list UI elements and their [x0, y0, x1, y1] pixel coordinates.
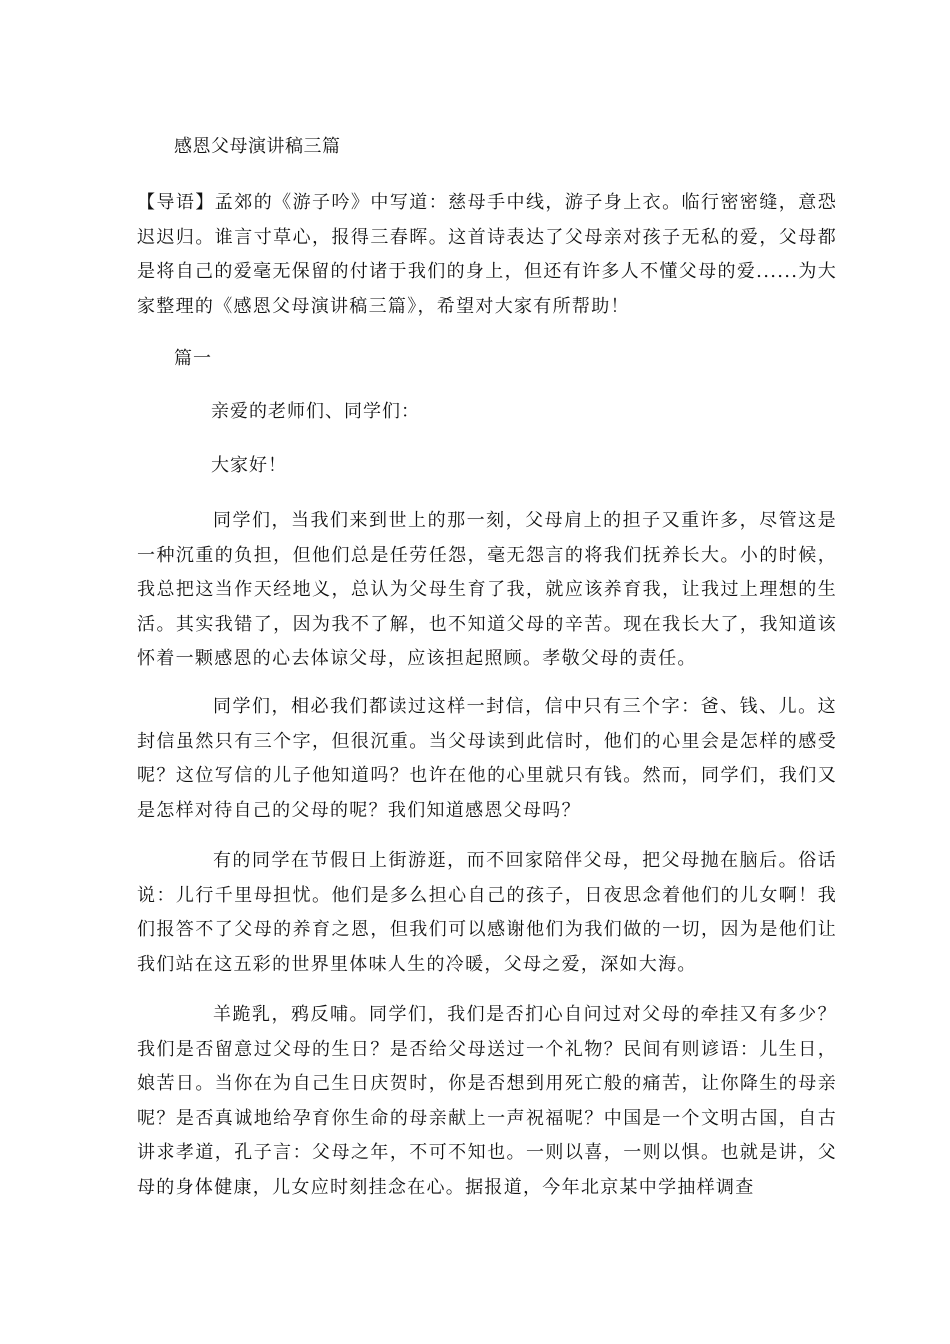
greeting: 大家好！ — [211, 455, 287, 476]
body-paragraph-3: 有的同学在节假日上街游逛，而不回家陪伴父母，把父母抛在脑后。俗话说：儿行千里母担忧。他们是多么担心自己的孩子，日夜思念着他们的儿女啊！我们报答不了父母的养育之恩，但我们可以感谢他们为我们做的一切，因为是他们让我们站在这五彩的世界里体味人生的冷暖，父母之爱，深如大海。 — [137, 850, 837, 975]
document-title: 感恩父母演讲稿三篇 — [174, 136, 341, 157]
body-paragraph-2: 同学们，相必我们都读过这样一封信，信中只有三个字：爸、钱、儿。这封信虽然只有三个字，但很沉重。当父母读到此信时，他们的心里会是怎样的感受呢？这位写信的儿子他知道吗？也许在他的心里就只有钱。然而，同学们，我们又是怎样对待自己的父母的呢？我们知道感恩父母吗？ — [137, 696, 837, 821]
section-heading: 篇一 — [174, 348, 212, 369]
intro-paragraph: 【导语】孟郊的《游子吟》中写道：慈母手中线，游子身上衣。临行密密缝，意恐迟迟归。谁言寸草心，报得三春晖。这首诗表达了父母亲对孩子无私的爱，父母都是将自己的爱毫无保留的付诸于我们的身上，但还有许多人不懂父母的爱......为大家整理的《感恩父母演讲稿三篇》，希望对大家有所帮助！ — [137, 192, 837, 317]
body-paragraph-1: 同学们，当我们来到世上的那一刻，父母肩上的担子又重许多，尽管这是一种沉重的负担，但他们总是任劳任怨，毫无怨言的将我们抚养长大。小的时候，我总把这当作天经地义，总认为父母生育了我，就应该养育我，让我过上理想的生活。其实我错了，因为我不了解，也不知道父母的辛苦。现在我长大了，我知道该怀着一颗感恩的心去体谅父母，应该担起照顾。孝敬父母的责任。 — [137, 510, 837, 669]
body-paragraph-4: 羊跪乳，鸦反哺。同学们，我们是否扪心自问过对父母的牵挂又有多少？我们是否留意过父母的生日？是否给父母送过一个礼物？民间有则谚语：儿生日，娘苦日。当你在为自己生日庆贺时，你是否想到用死亡般的痛苦，让你降生的母亲呢？是否真诚地给孕育你生命的母亲献上一声祝福呢？中国是一个文明古国，自古讲求孝道，孔子言：父母之年，不可不知也。一则以喜，一则以惧。也就是讲，父母的身体健康，儿女应时刻挂念在心。据报道，今年北京某中学抽样调查 — [137, 1004, 837, 1198]
salutation: 亲爱的老师们、同学们： — [211, 401, 420, 422]
